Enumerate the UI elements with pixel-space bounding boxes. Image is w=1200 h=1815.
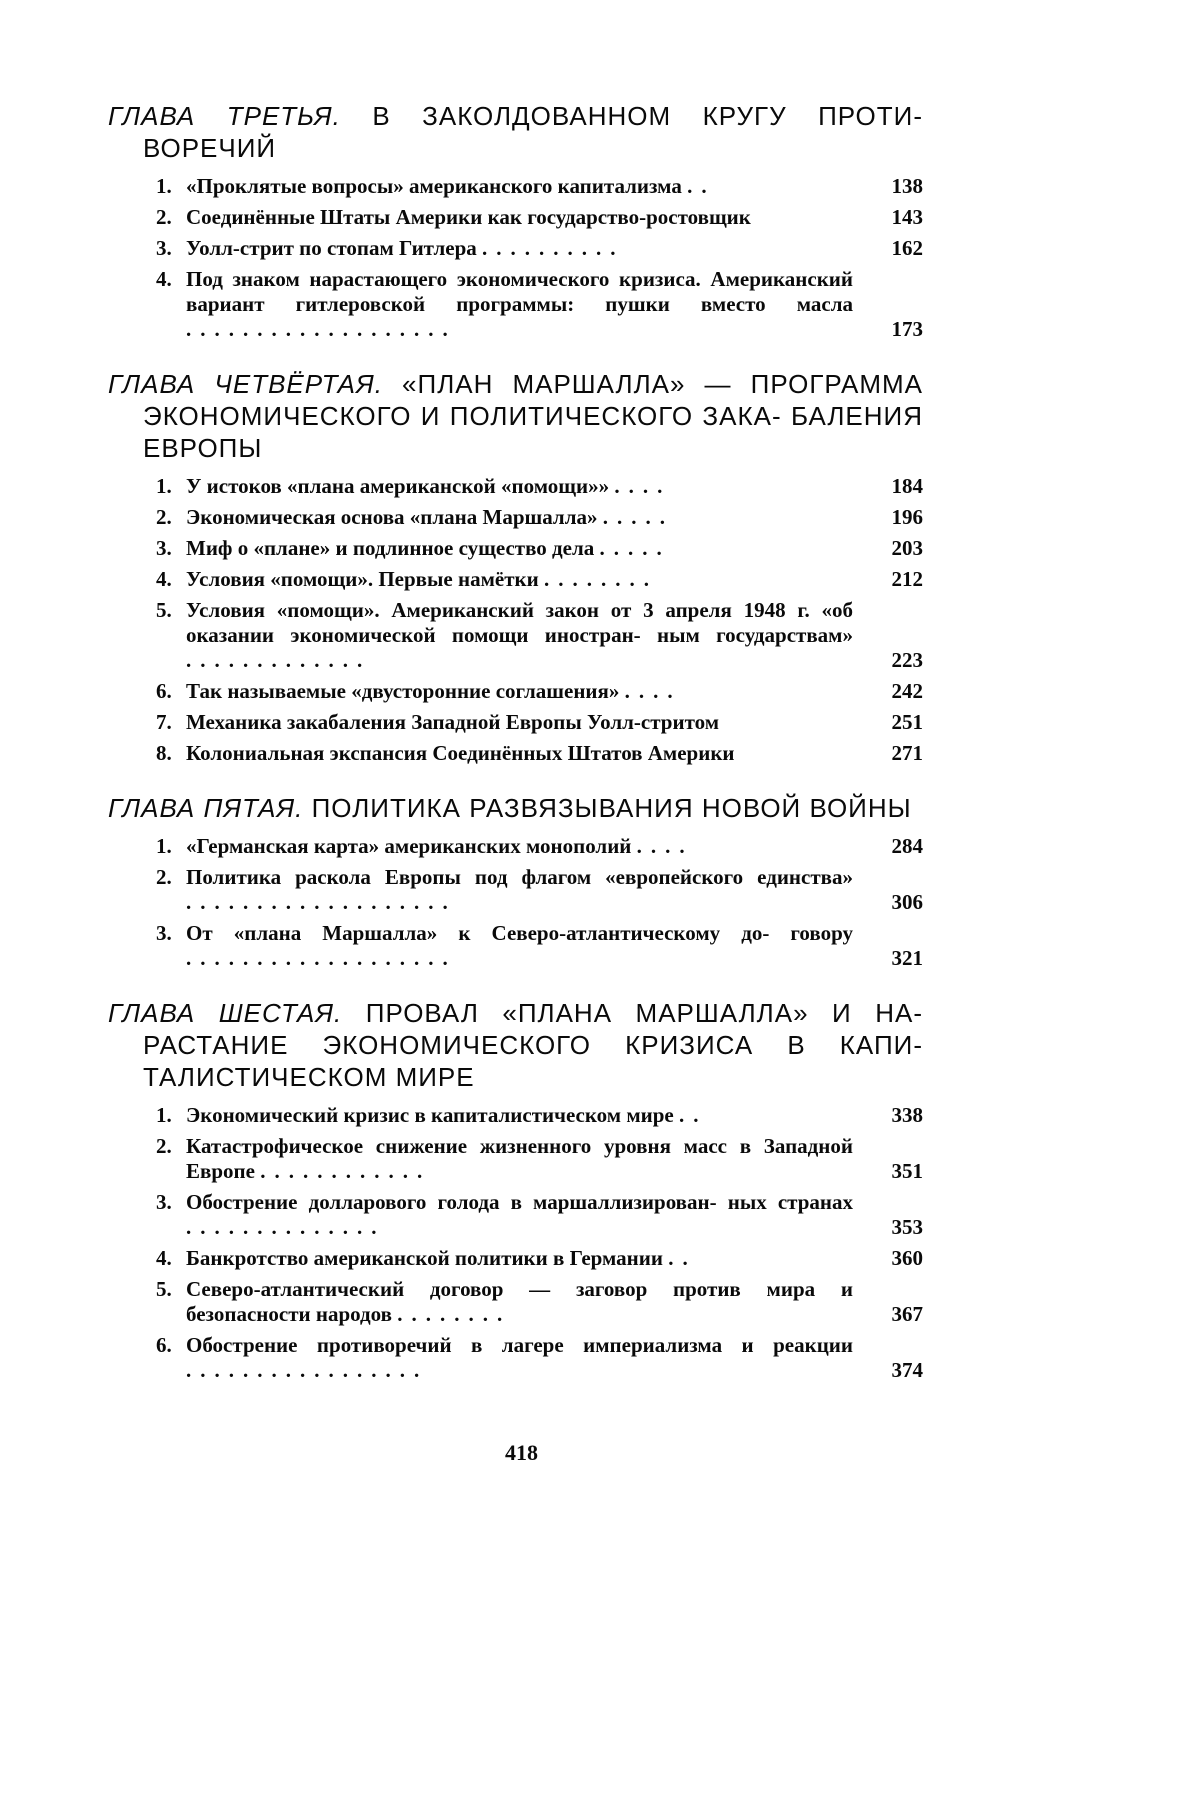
entry-page: 184 [891,474,923,498]
toc-entry[interactable] [108,921,923,971]
chapter-heading [108,100,923,164]
entry-title: «Проклятые вопросы» американского капитализма .. [186,174,716,198]
entry-page: 351 [891,1159,923,1183]
entry-number: 3. [156,536,172,560]
chapter-label: ГЛАВА ЧЕТВЁРТАЯ. [108,369,383,399]
entry-title: Политика раскола Европы под флагом «европейского единства» ................... [186,865,853,914]
entry-title: Под знаком нарастающего экономического кризиса. Американский вариант гитлеровской программы: пушки вместо масла ................... [186,267,853,341]
entry-number: 3. [156,236,172,260]
entry-page: 360 [891,1246,923,1270]
entry-number: 2. [156,865,172,889]
entry-title: От «плана Маршалла» к Северо-атлантическому до- говору ................... [186,921,853,970]
entry-number: 4. [156,1246,172,1270]
entry-number: 6. [156,1333,172,1357]
entry-page: 212 [891,567,923,591]
toc-entry[interactable] [108,1103,923,1128]
toc-entry[interactable] [108,598,923,673]
entry-page: 284 [891,834,923,858]
entry-title: «Германская карта» американских монополий .... [186,834,694,858]
toc-entry[interactable] [108,236,923,261]
entry-title: Банкротство американской политики в Германии .. [186,1246,697,1270]
chapter-label: ГЛАВА ПЯТАЯ. [108,793,304,823]
chapter-heading [108,792,923,824]
entry-number: 2. [156,505,172,529]
entry-title: У истоков «плана американской «помощи»» .... [186,474,672,498]
toc-entry[interactable] [108,710,923,735]
toc-entry[interactable] [108,1246,923,1271]
entry-page: 338 [891,1103,923,1127]
entry-number: 4. [156,567,172,591]
table-of-contents [108,100,923,1409]
chapter-heading [108,997,923,1093]
toc-entry[interactable] [108,205,923,230]
entry-title: Так называемые «двусторонние соглашения» .... [186,679,682,703]
entry-title: Обострение долларового голода в маршаллизирован- ных странах .............. [186,1190,853,1239]
entry-number: 1. [156,834,172,858]
entry-number: 2. [156,1134,172,1158]
chapter-title: «ПЛАН МАРШАЛЛА» — ПРОГРАММА ЭКОНОМИЧЕСКОГО И ПОЛИТИЧЕСКОГО ЗАКА- БАЛЕНИЯ ЕВРОПЫ [143,369,923,463]
toc-entry[interactable] [108,174,923,199]
entry-page: 223 [891,648,923,672]
toc-entry[interactable] [108,679,923,704]
entry-page: 306 [891,890,923,914]
entry-page: 196 [891,505,923,529]
toc-entry[interactable] [108,1277,923,1327]
entry-page: 203 [891,536,923,560]
entry-title: Условия «помощи». Американский закон от 3 апреля 1948 г. «об оказании экономической помощи иностран- ным государствам» ............. [186,598,853,672]
entry-page: 251 [891,710,923,734]
entry-page: 353 [891,1215,923,1239]
entry-number: 7. [156,710,172,734]
entry-title: Северо-атлантический договор — заговор против мира и безопасности народов ........ [186,1277,853,1326]
entry-title: Условия «помощи». Первые намётки ........ [186,567,658,591]
entry-number: 5. [156,598,172,622]
entry-page: 138 [891,174,923,198]
chapter-3 [108,100,923,342]
entry-number: 1. [156,1103,172,1127]
entry-page: 162 [891,236,923,260]
entry-page: 321 [891,946,923,970]
entry-page: 374 [891,1358,923,1382]
chapter-title: ПРОВАЛ «ПЛАНА МАРШАЛЛА» И НА- РАСТАНИЕ ЭКОНОМИЧЕСКОГО КРИЗИСА В КАПИ- ТАЛИСТИЧЕСКОМ МИРЕ [143,998,923,1092]
chapter-5 [108,792,923,971]
entry-title: Экономический кризис в капиталистическом мире .. [186,1103,708,1127]
toc-entry[interactable] [108,834,923,859]
entry-number: 3. [156,1190,172,1214]
entry-number: 4. [156,267,172,291]
entry-number: 1. [156,474,172,498]
entry-title: Колониальная экспансия Соединённых Штатов Америки [186,741,735,765]
toc-entry[interactable] [108,741,923,766]
entry-number: 2. [156,205,172,229]
toc-entry[interactable] [108,865,923,915]
entry-page: 242 [891,679,923,703]
toc-entry[interactable] [108,536,923,561]
toc-entry[interactable] [108,505,923,530]
chapter-title: В ЗАКОЛДОВАННОМ КРУГУ ПРОТИ- ВОРЕЧИЙ [143,101,924,163]
chapter-label: ГЛАВА ТРЕТЬЯ. [108,101,341,131]
toc-entry[interactable] [108,1134,923,1184]
toc-entry[interactable] [108,474,923,499]
entry-page: 367 [891,1302,923,1326]
entry-number: 1. [156,174,172,198]
entry-number: 8. [156,741,172,765]
entry-title: Обострение противоречий в лагере империализма и реакции ................. [186,1333,853,1382]
entry-number: 5. [156,1277,172,1301]
page-number: 418 [505,1440,538,1465]
chapter-4 [108,368,923,766]
entry-title: Катастрофическое снижение жизненного уровня масс в Западной Европе ............ [186,1134,853,1183]
entry-title: Соединённые Штаты Америки как государство-ростовщик [186,205,751,229]
entry-number: 3. [156,921,172,945]
chapter-title: ПОЛИТИКА РАЗВЯЗЫВАНИЯ НОВОЙ ВОЙНЫ [311,793,912,823]
toc-entry[interactable] [108,1333,923,1383]
entry-page: 143 [891,205,923,229]
entry-number: 6. [156,679,172,703]
entry-title: Механика закабаления Западной Европы Уолл-стритом [186,710,720,734]
chapter-6 [108,997,923,1383]
toc-entry[interactable] [108,567,923,592]
entry-title: Уолл-стрит по стопам Гитлера .......... [186,236,625,260]
chapter-label: ГЛАВА ШЕСТАЯ. [108,998,343,1028]
toc-entry[interactable] [108,267,923,342]
entry-page: 271 [891,741,923,765]
toc-entry[interactable] [108,1190,923,1240]
chapter-heading [108,368,923,464]
entry-page: 173 [891,317,923,341]
entry-title: Экономическая основа «плана Маршалла» ..... [186,505,674,529]
entry-title: Миф о «плане» и подлинное существо дела ..... [186,536,671,560]
